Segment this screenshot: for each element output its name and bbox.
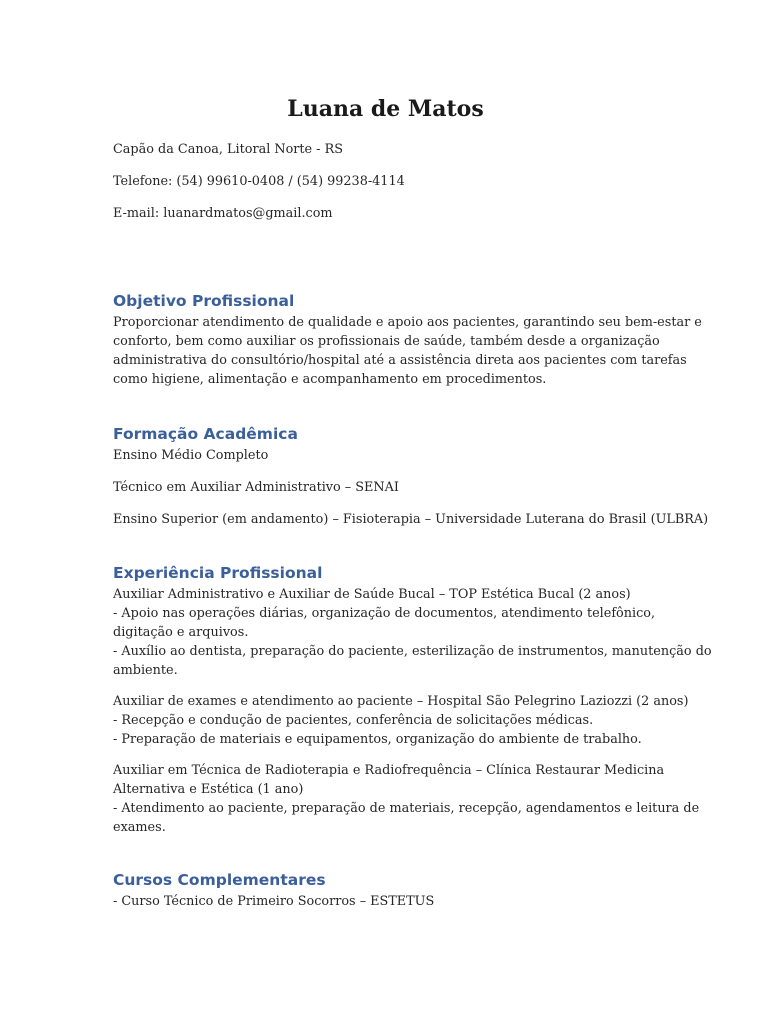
candidate-name: Luana de Matos: [287, 96, 484, 122]
objective-paragraph: [113, 313, 702, 389]
objective-line: Proporcionar atendimento de qualidade e apoio aos pacientes, garantindo seu bem-estar e: [113, 315, 702, 330]
education-item: Ensino Superior (em andamento) – Fisioterapia – Universidade Luterana do Brasil (ULBRA): [113, 512, 709, 527]
job-detail-line: - Apoio nas operações diárias, organização de documentos, atendimento telefônico,: [113, 606, 656, 621]
objective-line: conforto, bem como auxiliar os profissionais de saúde, também desde a organização: [113, 334, 660, 349]
experience-job: [113, 585, 712, 680]
objective-line: administrativa do consultório/hospital até a assistência direta aos pacientes com tarefas: [113, 353, 687, 368]
experience-job: [113, 692, 689, 749]
job-title-line: Alternativa e Estética (1 ano): [113, 782, 304, 797]
job-detail-line: exames.: [113, 820, 166, 835]
education-heading: Formação Acadêmica: [113, 425, 298, 443]
objective-heading: Objetivo Profissional: [113, 292, 295, 310]
email-text: E-mail: luanardmatos@gmail.com: [113, 206, 333, 221]
location-text: Capão da Canoa, Litoral Norte - RS: [113, 142, 343, 157]
courses-heading: Cursos Complementares: [113, 871, 326, 889]
education-item: Técnico em Auxiliar Administrativo – SENAI: [113, 480, 399, 495]
job-detail-line: ambiente.: [113, 663, 178, 678]
education-item: Ensino Médio Completo: [113, 448, 269, 463]
phone-text: Telefone: (54) 99610-0408 / (54) 99238-4114: [113, 174, 405, 189]
job-detail-line: - Atendimento ao paciente, preparação de materiais, recepção, agendamentos e leitura de: [113, 801, 700, 816]
course-item: - Curso Técnico de Primeiro Socorros – ESTETUS: [113, 894, 435, 909]
experience-job: [113, 761, 700, 837]
job-title-line: Auxiliar Administrativo e Auxiliar de Saúde Bucal – TOP Estética Bucal (2 anos): [113, 587, 631, 602]
job-detail-line: - Auxílio ao dentista, preparação do paciente, esterilização de instrumentos, manutenção do: [113, 644, 712, 659]
job-detail-line: - Preparação de materiais e equipamentos, organização do ambiente de trabalho.: [113, 732, 642, 747]
job-title-line: Auxiliar em Técnica de Radioterapia e Radiofrequência – Clínica Restaurar Medicina: [113, 763, 665, 778]
experience-heading: Experiência Profissional: [113, 564, 323, 582]
document-content: [113, 94, 712, 911]
job-title-line: Auxiliar de exames e atendimento ao paciente – Hospital São Pelegrino Laziozzi (2 anos): [113, 694, 689, 709]
objective-line: como higiene, alimentação e acompanhamento em procedimentos.: [113, 372, 547, 387]
job-detail-line: - Recepção e condução de pacientes, conferência de solicitações médicas.: [113, 713, 594, 728]
job-detail-line: digitação e arquivos.: [113, 625, 249, 640]
